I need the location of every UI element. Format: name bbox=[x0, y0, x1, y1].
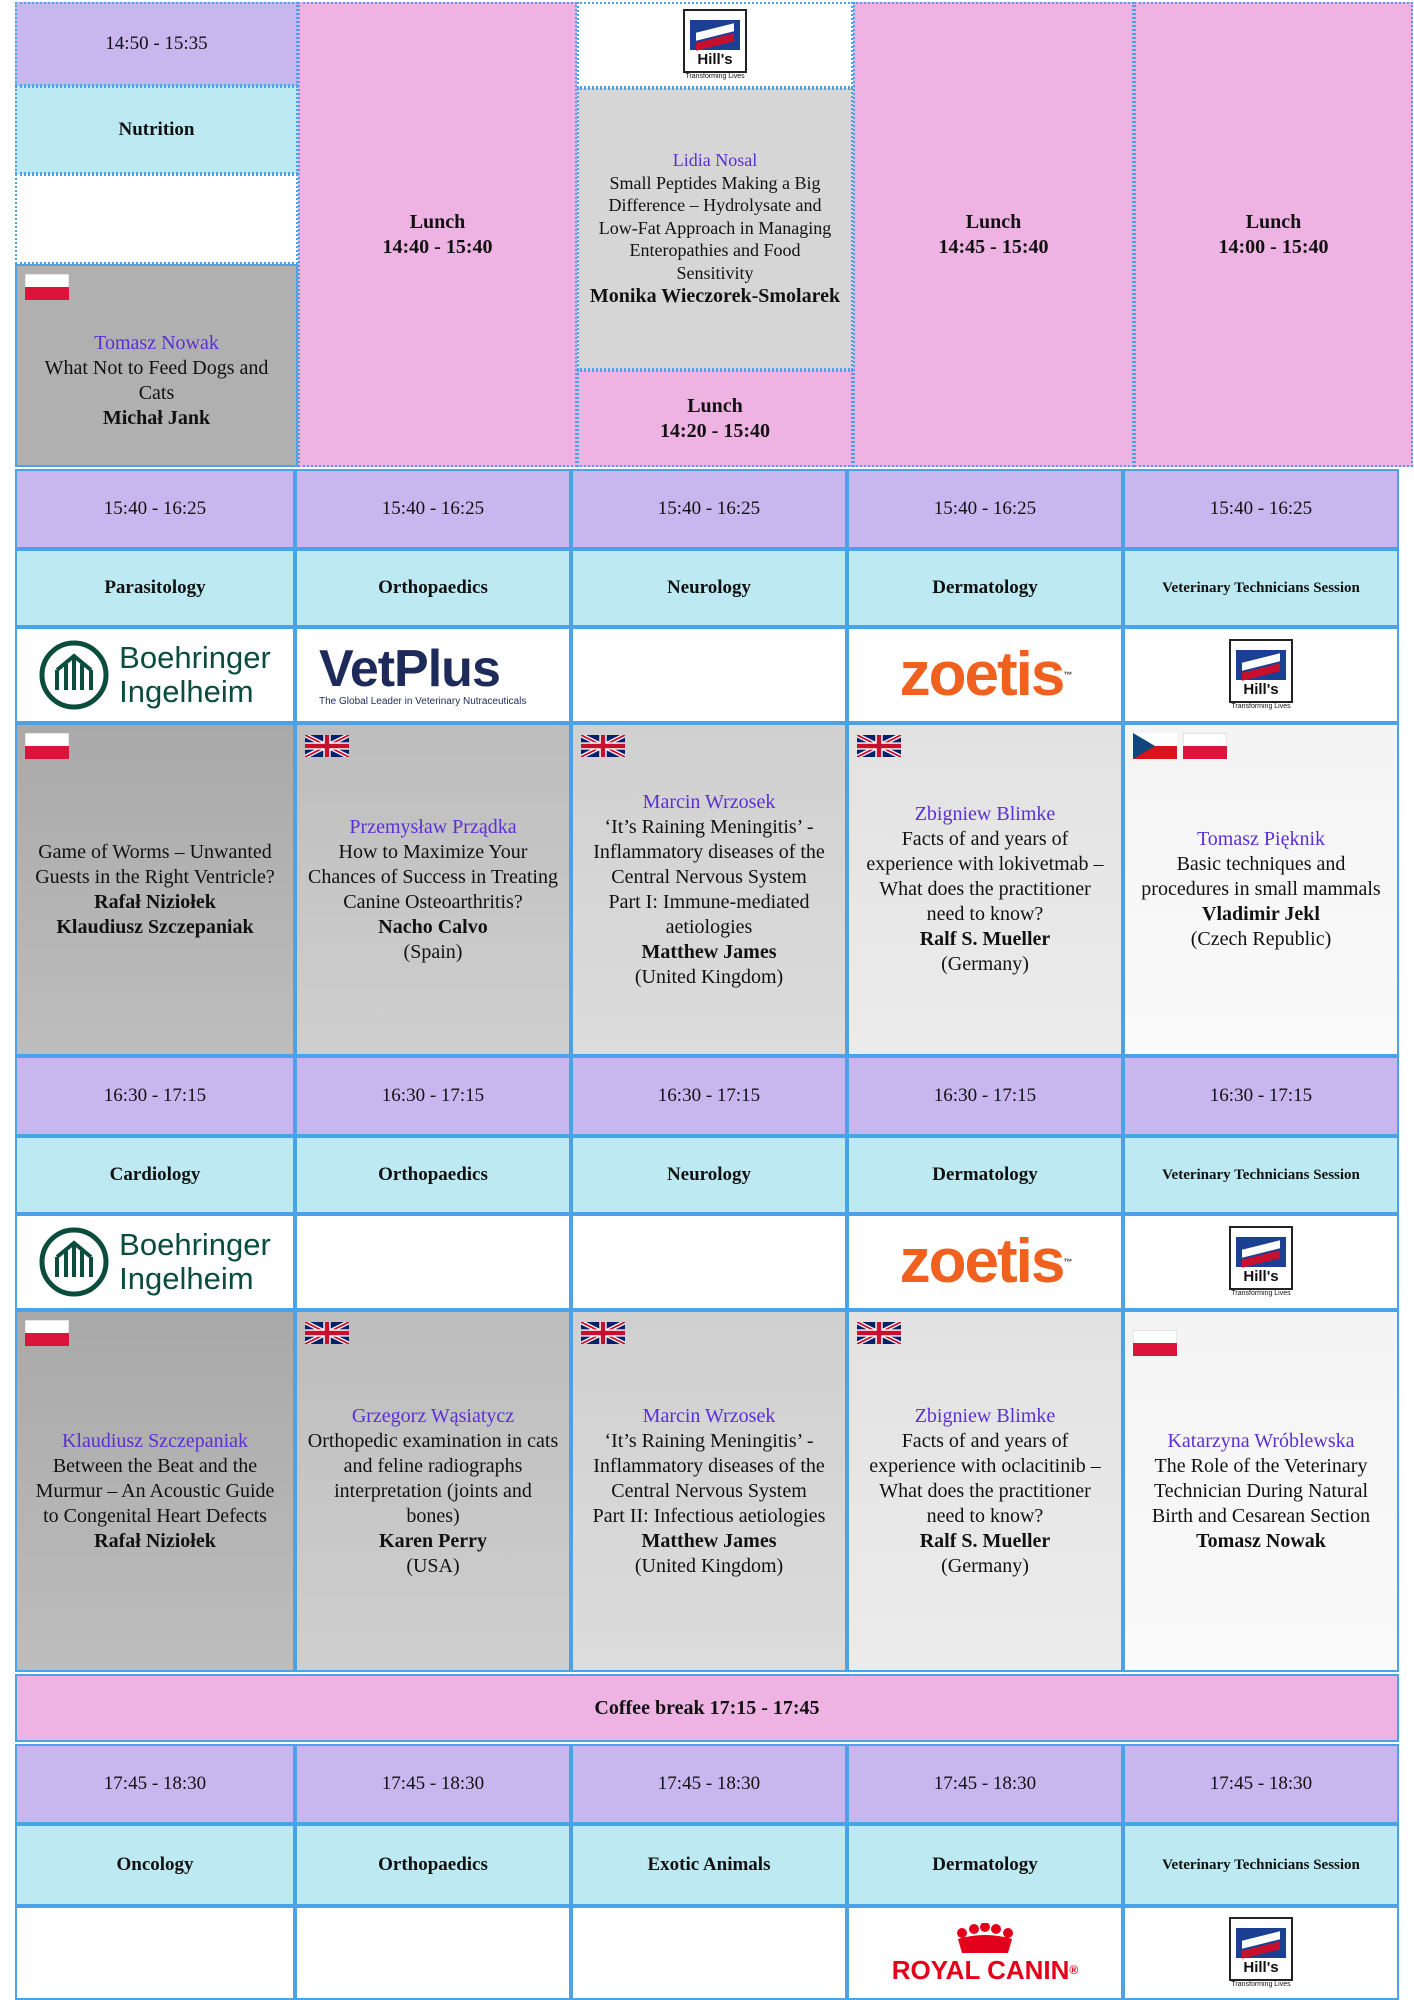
speaker-name: Karen Perry bbox=[379, 1529, 487, 1552]
hills-logo bbox=[1229, 639, 1293, 712]
sponsor-cell bbox=[295, 627, 571, 723]
time-label: 16:30 - 17:15 bbox=[657, 1085, 761, 1107]
flags bbox=[1133, 1330, 1177, 1356]
hills-logo bbox=[1229, 1226, 1293, 1299]
topic-cell bbox=[15, 1824, 295, 1906]
talk-vet-tech bbox=[1123, 1310, 1399, 1672]
topic-label: Orthopaedics bbox=[378, 577, 488, 599]
czech-flag-icon bbox=[1133, 733, 1177, 759]
sponsor-cell bbox=[1123, 1906, 1399, 2000]
vetplus-tagline: The Global Leader in Veterinary Nutraceuticals bbox=[319, 695, 527, 707]
talk-hills-lunch bbox=[577, 88, 853, 370]
lunch-time: 14:20 - 15:40 bbox=[660, 419, 770, 442]
topic-cell bbox=[571, 549, 847, 627]
time-slot bbox=[295, 1056, 571, 1136]
sponsor-cell bbox=[15, 1214, 295, 1310]
sponsor-cell bbox=[847, 1214, 1123, 1310]
zoetis-logo bbox=[899, 640, 1071, 709]
topic-label: Oncology bbox=[116, 1854, 194, 1876]
zoetis-name: zoetis bbox=[899, 1227, 1064, 1296]
time-slot bbox=[1123, 1744, 1399, 1824]
talk-title: The Role of the Veterinary Technician During Natural Birth and Cesarean Section bbox=[1151, 1454, 1371, 1527]
boehringer-line1: Boehringer bbox=[119, 1227, 271, 1262]
sponsor-cell bbox=[1123, 1214, 1399, 1310]
speaker-name: Monika Wieczorek-Smolarek bbox=[589, 285, 841, 307]
speaker-country: (Germany) bbox=[941, 1554, 1029, 1577]
topic-label: Neurology bbox=[666, 577, 752, 599]
topic-label: Neurology bbox=[666, 1164, 752, 1186]
hills-name: Hill's bbox=[697, 50, 733, 68]
uk-flag-icon bbox=[305, 1320, 349, 1346]
zoetis-name: zoetis bbox=[899, 640, 1064, 709]
topic-cell bbox=[295, 1824, 571, 1906]
speaker-name: Vladimir Jekl bbox=[1202, 903, 1320, 925]
coffee-break-label: Coffee break 17:15 - 17:45 bbox=[594, 1696, 820, 1719]
lunch-time: 14:00 - 15:40 bbox=[1218, 235, 1329, 258]
moderator-name: Lidia Nosal bbox=[672, 150, 758, 170]
moderator-name: Tomasz Pięknik bbox=[1196, 828, 1326, 850]
boehringer-logo bbox=[39, 1227, 271, 1297]
topic-cell bbox=[1123, 1136, 1399, 1214]
boehringer-mark-icon bbox=[39, 1227, 109, 1297]
boehringer-line2: Ingelheim bbox=[119, 1261, 254, 1296]
zoetis-tm: ™ bbox=[1063, 670, 1071, 680]
talk-title: ‘It’s Raining Meningitis’ - Inflammatory diseases of the Central Nervous System bbox=[593, 815, 825, 888]
talk-title: ‘It’s Raining Meningitis’ - Inflammatory diseases of the Central Nervous System bbox=[593, 1429, 825, 1502]
sponsor-cell bbox=[571, 627, 847, 723]
topic-cell bbox=[15, 1136, 295, 1214]
flags bbox=[25, 274, 69, 300]
topic-label: Orthopaedics bbox=[378, 1164, 488, 1186]
poland-flag-icon bbox=[25, 733, 69, 759]
topic-label: Cardiology bbox=[109, 1164, 201, 1186]
moderator-name: Grzegorz Wąsiatycz bbox=[351, 1404, 515, 1427]
hills-name: Hill's bbox=[1243, 1958, 1279, 1976]
talk-title: What Not to Feed Dogs and Cats bbox=[44, 356, 269, 404]
time-slot bbox=[847, 1744, 1123, 1824]
speaker-country: (USA) bbox=[406, 1554, 460, 1577]
boehringer-line1: Boehringer bbox=[119, 640, 271, 675]
time-label: 15:40 - 16:25 bbox=[933, 498, 1037, 520]
topic-cell bbox=[15, 549, 295, 627]
talk-orthopaedics bbox=[295, 1310, 571, 1672]
topic-label: Dermatology bbox=[932, 1854, 1038, 1876]
hills-mark-icon bbox=[1236, 1237, 1286, 1267]
time-slot bbox=[295, 1744, 571, 1824]
sponsor-cell bbox=[1123, 627, 1399, 723]
talk-orthopaedics bbox=[295, 723, 571, 1056]
sponsor-cell bbox=[15, 1906, 295, 2000]
time-label: 16:30 - 17:15 bbox=[103, 1085, 207, 1107]
topic-label: Veterinary Technicians Session bbox=[1162, 579, 1360, 596]
lunch-time: 14:45 - 15:40 bbox=[938, 235, 1049, 258]
talk-title: Between the Beat and the Murmur – An Acoustic Guide to Congenital Heart Defects bbox=[35, 1454, 275, 1527]
lunch-col4 bbox=[853, 2, 1134, 467]
speaker-name: Ralf S. Mueller bbox=[919, 1529, 1051, 1552]
sponsor-cell bbox=[15, 627, 295, 723]
time-slot bbox=[15, 1744, 295, 1824]
moderator-name: Tomasz Nowak bbox=[94, 331, 219, 354]
poland-flag-icon bbox=[25, 1320, 69, 1346]
time-label: 17:45 - 18:30 bbox=[657, 1773, 761, 1795]
speaker-name: Matthew James bbox=[641, 940, 777, 963]
topic-cell bbox=[295, 549, 571, 627]
topic-cell bbox=[847, 549, 1123, 627]
time-slot bbox=[15, 469, 295, 549]
time-slot bbox=[1123, 1056, 1399, 1136]
hills-logo-cell bbox=[577, 2, 853, 88]
speaker-name: Matthew James bbox=[641, 1529, 777, 1552]
speaker-name: Rafał Niziołek bbox=[94, 890, 216, 913]
hills-tagline: Transforming Lives bbox=[1231, 702, 1291, 710]
moderator-name: Katarzyna Wróblewska bbox=[1167, 1429, 1355, 1452]
flags bbox=[857, 1320, 901, 1346]
speaker-name: Nacho Calvo bbox=[378, 915, 488, 938]
flags bbox=[581, 1320, 625, 1346]
talk-nutrition bbox=[15, 264, 298, 467]
time-label: 17:45 - 18:30 bbox=[1209, 1773, 1313, 1795]
lunch-time: 14:40 - 15:40 bbox=[382, 235, 493, 258]
lunch-label: Lunch bbox=[409, 210, 466, 233]
royal-canin-logo bbox=[892, 1923, 1079, 1983]
time-label: 15:40 - 16:25 bbox=[657, 498, 761, 520]
flags bbox=[25, 733, 69, 759]
time-slot-nutrition bbox=[15, 2, 298, 86]
talk-vet-tech bbox=[1123, 723, 1399, 1056]
talk-neurology bbox=[571, 723, 847, 1056]
topic-label: Dermatology bbox=[932, 577, 1038, 599]
topic-label: Exotic Animals bbox=[647, 1854, 771, 1876]
royal-canin-name: ROYAL CANIN bbox=[891, 1955, 1070, 1985]
uk-flag-icon bbox=[305, 733, 349, 759]
talk-title: Facts of and years of experience with oclacitinib – What does the practitioner need to know? bbox=[869, 1429, 1101, 1527]
speaker-name: Michał Jank bbox=[102, 406, 211, 429]
vetplus-name: VetPlus bbox=[319, 639, 500, 698]
hills-logo bbox=[1229, 1917, 1293, 1990]
topic-label: Nutrition bbox=[118, 119, 195, 141]
lunch-col3 bbox=[577, 370, 853, 467]
moderator-name: Zbigniew Blimke bbox=[914, 803, 1056, 825]
speaker-country: (Czech Republic) bbox=[1190, 928, 1332, 950]
topic-label: Orthopaedics bbox=[378, 1854, 488, 1876]
topic-label: Veterinary Technicians Session bbox=[1162, 1166, 1360, 1183]
hills-tagline: Transforming Lives bbox=[1231, 1289, 1291, 1297]
speaker-name: Ralf S. Mueller bbox=[919, 928, 1051, 950]
speaker-name: Klaudiusz Szczepaniak bbox=[56, 915, 254, 938]
topic-label: Dermatology bbox=[932, 1164, 1038, 1186]
sponsor-cell bbox=[847, 627, 1123, 723]
topic-cell bbox=[847, 1824, 1123, 1906]
lunch-col5 bbox=[1134, 2, 1413, 467]
sponsor-cell bbox=[295, 1214, 571, 1310]
lunch-label: Lunch bbox=[687, 394, 743, 417]
zoetis-tm: ™ bbox=[1063, 1257, 1071, 1267]
boehringer-logo bbox=[39, 640, 271, 710]
boehringer-line2: Ingelheim bbox=[119, 674, 254, 709]
time-label: 16:30 - 17:15 bbox=[933, 1085, 1037, 1107]
speaker-country: (Germany) bbox=[941, 953, 1029, 975]
hills-tagline: Transforming Lives bbox=[685, 72, 745, 80]
vetplus-logo bbox=[319, 639, 527, 709]
sponsor-cell bbox=[571, 1214, 847, 1310]
sponsor-cell bbox=[571, 1906, 847, 2000]
talk-cardiology bbox=[15, 1310, 295, 1672]
speaker-country: (United Kingdom) bbox=[634, 965, 784, 988]
moderator-name: Zbigniew Blimke bbox=[914, 1404, 1056, 1427]
time-slot bbox=[847, 469, 1123, 549]
speaker-name: Tomasz Nowak bbox=[1196, 1529, 1326, 1552]
moderator-name: Marcin Wrzosek bbox=[642, 790, 776, 813]
talk-subtitle: Part II: Infectious aetiologies bbox=[592, 1504, 826, 1527]
time-slot bbox=[571, 1744, 847, 1824]
topic-cell bbox=[847, 1136, 1123, 1214]
time-slot bbox=[1123, 469, 1399, 549]
time-label: 16:30 - 17:15 bbox=[1209, 1085, 1313, 1107]
speaker-country: (Spain) bbox=[403, 940, 463, 963]
topic-cell bbox=[1123, 1824, 1399, 1906]
hills-mark-icon bbox=[690, 20, 740, 50]
talk-subtitle: Part I: Immune-mediated aetiologies bbox=[608, 890, 810, 938]
boehringer-mark-icon bbox=[39, 640, 109, 710]
time-slot bbox=[571, 1056, 847, 1136]
talk-neurology bbox=[571, 1310, 847, 1672]
talk-title: Orthopedic examination in cats and feline radiographs interpretation (joints and bones) bbox=[307, 1429, 559, 1527]
hills-logo bbox=[683, 9, 747, 82]
topic-cell bbox=[571, 1824, 847, 1906]
time-slot bbox=[295, 469, 571, 549]
flags bbox=[305, 1320, 349, 1346]
coffee-break-row bbox=[15, 1674, 1399, 1742]
uk-flag-icon bbox=[857, 1320, 901, 1346]
talk-dermatology bbox=[847, 1310, 1123, 1672]
talk-title: Small Peptides Making a Big Difference – Hydrolysate and Low-Fat Approach in Managing Enteropathies and Food Sensitivity bbox=[598, 172, 832, 283]
time-slot bbox=[847, 1056, 1123, 1136]
hills-name: Hill's bbox=[1243, 680, 1279, 698]
flags bbox=[857, 733, 901, 759]
time-label: 15:40 - 16:25 bbox=[381, 498, 485, 520]
time-label: 14:50 - 15:35 bbox=[105, 33, 208, 55]
topic-cell bbox=[1123, 549, 1399, 627]
topic-label: Veterinary Technicians Session bbox=[1162, 1856, 1360, 1873]
flags bbox=[581, 733, 625, 759]
uk-flag-icon bbox=[581, 733, 625, 759]
zoetis-logo bbox=[899, 1227, 1071, 1296]
speaker-country: (United Kingdom) bbox=[634, 1554, 784, 1577]
poland-flag-icon bbox=[25, 274, 69, 300]
sponsor-cell bbox=[295, 1906, 571, 2000]
flags bbox=[25, 1320, 69, 1346]
hills-mark-icon bbox=[1236, 1928, 1286, 1958]
lunch-label: Lunch bbox=[965, 210, 1022, 233]
sponsor-cell bbox=[847, 1906, 1123, 2000]
time-label: 17:45 - 18:30 bbox=[933, 1773, 1037, 1795]
time-slot bbox=[15, 1056, 295, 1136]
time-label: 17:45 - 18:30 bbox=[103, 1773, 207, 1795]
topic-nutrition bbox=[15, 86, 298, 174]
flags bbox=[305, 733, 349, 759]
time-label: 16:30 - 17:15 bbox=[381, 1085, 485, 1107]
topic-cell bbox=[571, 1136, 847, 1214]
time-label: 15:40 - 16:25 bbox=[1209, 498, 1313, 520]
speaker-name: Rafał Niziołek bbox=[94, 1529, 216, 1552]
poland-flag-icon bbox=[1183, 733, 1227, 759]
moderator-name: Przemysław Prządka bbox=[349, 815, 517, 838]
poland-flag-icon bbox=[1133, 1330, 1177, 1356]
moderator-name: Klaudiusz Szczepaniak bbox=[61, 1429, 249, 1452]
lunch-col2 bbox=[298, 2, 577, 467]
talk-title: Basic techniques and procedures in small mammals bbox=[1141, 853, 1381, 900]
royal-canin-reg: ® bbox=[1069, 1963, 1079, 1977]
time-label: 17:45 - 18:30 bbox=[381, 1773, 485, 1795]
time-label: 15:40 - 16:25 bbox=[103, 498, 207, 520]
moderator-name: Marcin Wrzosek bbox=[642, 1404, 776, 1427]
lunch-label: Lunch bbox=[1245, 210, 1302, 233]
hills-mark-icon bbox=[1236, 650, 1286, 680]
time-slot bbox=[571, 469, 847, 549]
talk-title: How to Maximize Your Chances of Success in Treating Canine Osteoarthritis? bbox=[308, 840, 558, 913]
uk-flag-icon bbox=[857, 733, 901, 759]
talk-title: Facts of and years of experience with lokivetmab – What does the practitioner need to know? bbox=[866, 828, 1104, 925]
hills-tagline: Transforming Lives bbox=[1231, 1980, 1291, 1988]
crown-icon bbox=[950, 1923, 1020, 1957]
topic-cell bbox=[295, 1136, 571, 1214]
empty-logo-cell bbox=[15, 174, 298, 264]
talk-dermatology bbox=[847, 723, 1123, 1056]
talk-title: Game of Worms – Unwanted Guests in the Right Ventricle? bbox=[35, 840, 275, 888]
hills-name: Hill's bbox=[1243, 1267, 1279, 1285]
topic-label: Parasitology bbox=[104, 577, 206, 599]
uk-flag-icon bbox=[581, 1320, 625, 1346]
talk-parasitology bbox=[15, 723, 295, 1056]
flags bbox=[1133, 733, 1227, 759]
